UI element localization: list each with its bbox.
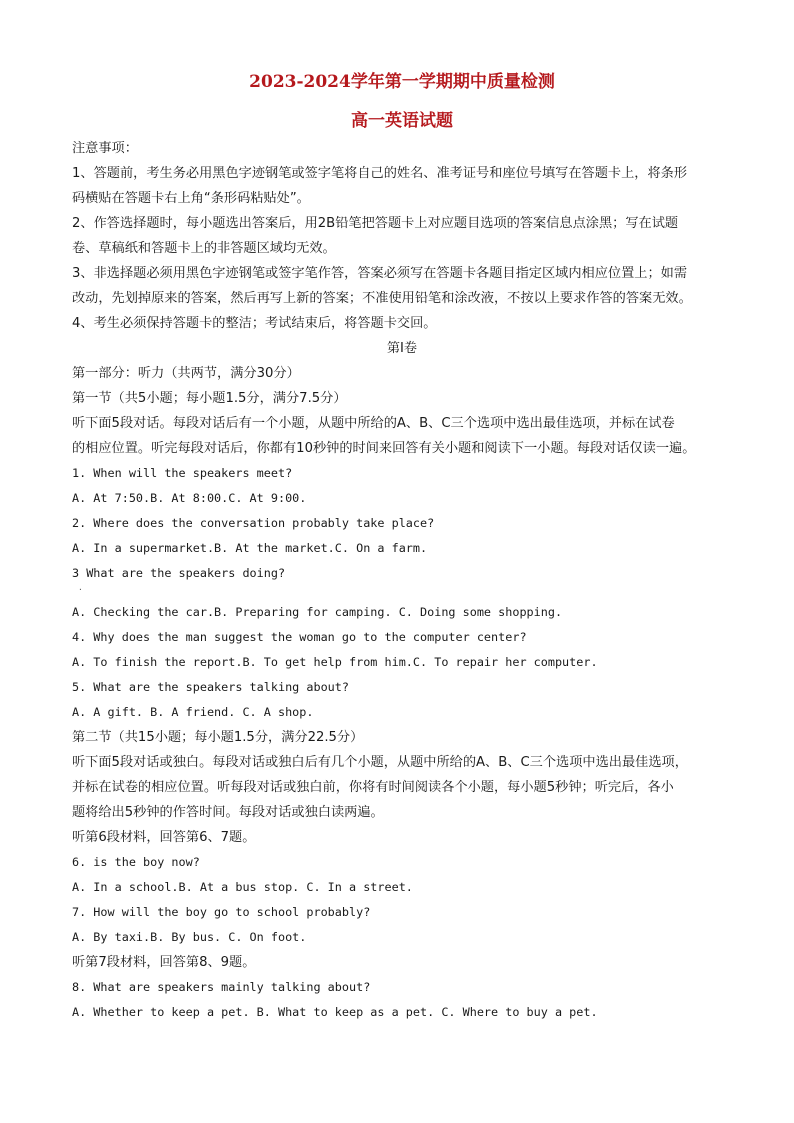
notice-line: 3、非选择题必须用黑色字迹钢笔或签字笔作答，答案必须写在答题卡各题目指定区域内相应位置上；如需 (72, 266, 688, 281)
notice-line: 2、作答选择题时，每小题选出答案后，用2B铅笔把答题卡上对应题目选项的答案信息点涂黑；写在试题 (72, 216, 679, 231)
exam-page (72, 66, 732, 1025)
section1-instruction: 听下面5段对话。每段对话后有一个小题，从题中所给的A、B、C三个选项中选出最佳选项，并标在试卷 (72, 416, 675, 431)
exam-subtitle: 高一英语试题 (351, 111, 453, 131)
notice-line: 码横贴在答题卡右上角“条形码粘贴处”。 (72, 191, 310, 206)
question-2-options: A. In a supermarket.B. At the market.C. On a farm. (72, 541, 428, 555)
question-1: 1. When will the speakers meet? (72, 466, 293, 480)
material-7-heading: 听第7段材料，回答第8、9题。 (72, 955, 256, 970)
material-6-heading: 听第6段材料，回答第6、7题。 (72, 830, 256, 845)
question-4-options: A. To finish the report.B. To get help from him.C. To repair her computer. (72, 655, 598, 669)
section2-instruction: 听下面5段对话或独白。每段对话或独白后有几个小题，从题中所给的A、B、C三个选项中选出最佳选项， (72, 755, 688, 770)
notice-line: 卷、草稿纸和答题卡上的非答题区域均无效。 (72, 241, 336, 256)
volume-heading: 第Ⅰ卷 (386, 341, 418, 356)
section1-heading: 第一节（共5小题；每小题1.5分，满分7.5分） (72, 391, 347, 406)
question-1-options: A. At 7:50.B. At 8:00.C. At 9:00. (72, 491, 307, 505)
question-6: 6. is the boy now? (72, 855, 200, 869)
notice-heading: 注意事项： (72, 141, 138, 156)
question-2: 2. Where does the conversation probably take place? (72, 516, 435, 530)
question-3: 3 What are the speakers doing? (72, 566, 286, 580)
notice-line: 改动，先划掉原来的答案，然后再写上新的答案；不准使用铅笔和涂改液，不按以上要求作答的答案无效。 (72, 291, 692, 306)
question-3-options: A. Checking the car.B. Preparing for camping. C. Doing some shopping. (72, 605, 563, 619)
section2-instruction: 并标在试卷的相应位置。听每段对话或独白前，你将有时间阅读各个小题，每小题5秒钟；听完后，各小 (72, 780, 674, 795)
question-5-options: A. A gift. B. A friend. C. A shop. (72, 705, 314, 719)
question-7: 7. How will the boy go to school probably? (72, 905, 371, 919)
notice-line: 1、答题前，考生务必用黑色字迹钢笔或签字笔将自己的姓名、准考证号和座位号填写在答题卡上，将条形 (72, 166, 688, 181)
section2-heading: 第二节（共15小题；每小题1.5分，满分22.5分） (72, 730, 364, 745)
stray-mark: · (78, 585, 83, 594)
question-6-options: A. In a school.B. At a bus stop. C. In a street. (72, 880, 413, 894)
question-4: 4. Why does the man suggest the woman go to the computer center? (72, 630, 527, 644)
part1-heading: 第一部分：听力（共两节，满分30分） (72, 366, 300, 381)
section1-instruction: 的相应位置。听完每段对话后，你都有10秒钟的时间来回答有关小题和阅读下一小题。每段对话仅读一遍。 (72, 441, 696, 456)
question-5: 5. What are the speakers talking about? (72, 680, 349, 694)
question-8: 8. What are speakers mainly talking about? (72, 980, 371, 994)
notice-line: 4、考生必须保持答题卡的整洁；考试结束后，将答题卡交回。 (72, 316, 437, 331)
question-8-options: A. Whether to keep a pet. B. What to keep as a pet. C. Where to buy a pet. (72, 1005, 598, 1019)
section2-instruction: 题将给出5秒钟的作答时间。每段对话或独白读两遍。 (72, 805, 384, 820)
exam-title: 2023-2024学年第一学期期中质量检测 (249, 72, 555, 92)
question-7-options: A. By taxi.B. By bus. C. On foot. (72, 930, 307, 944)
